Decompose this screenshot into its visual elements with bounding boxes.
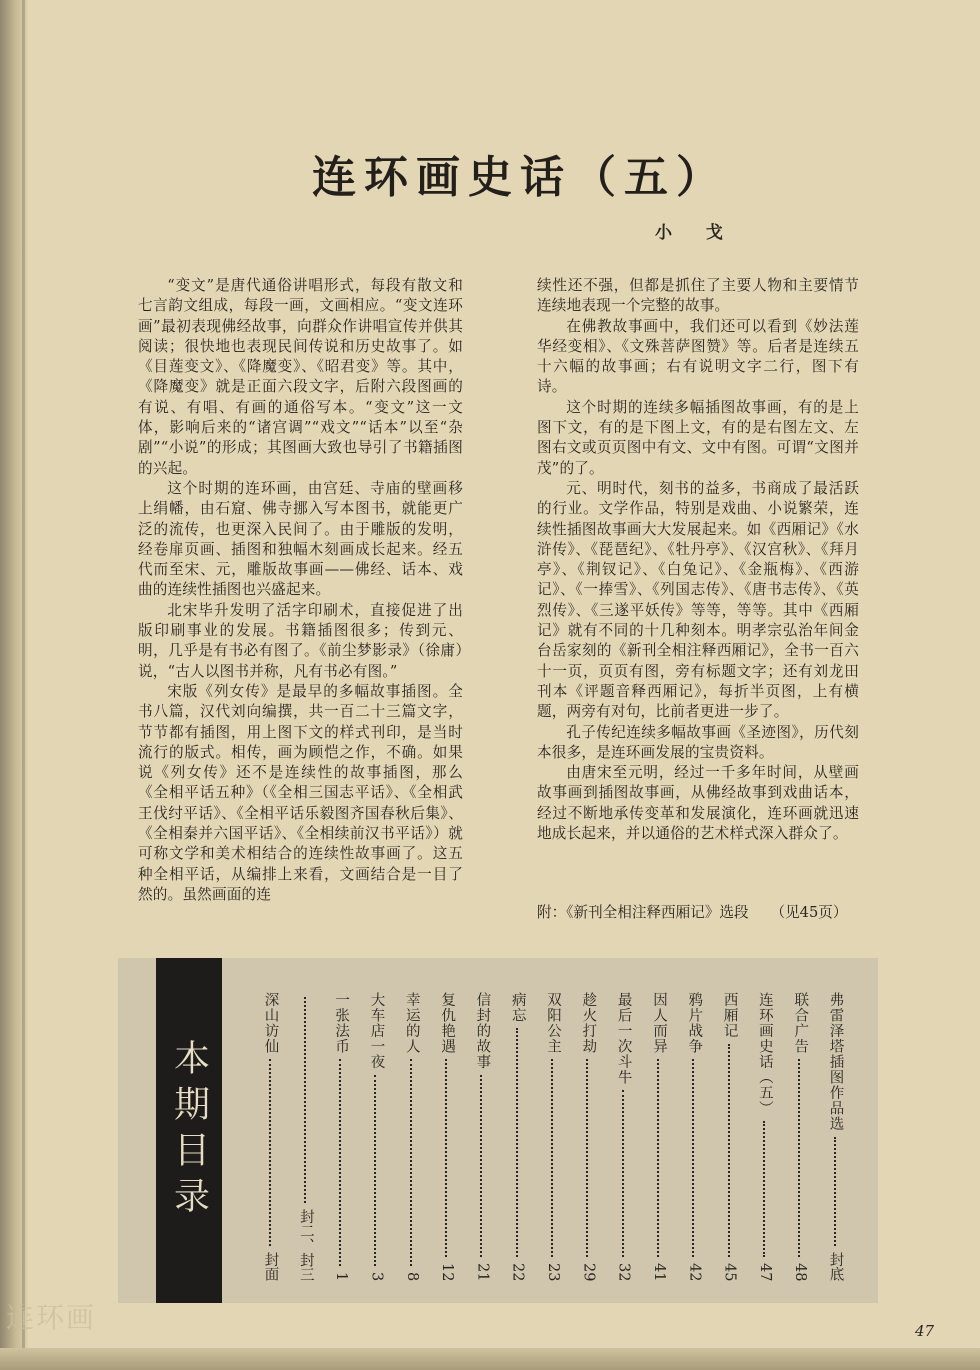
toc-entry[interactable] [470, 992, 495, 1281]
toc-entry-page: 29 [580, 1262, 597, 1281]
toc-dot-leader [692, 1059, 696, 1257]
article-title: 连环画史话（五） [312, 152, 728, 204]
article-author: 小 戈 [655, 223, 737, 243]
toc-dot-leader [834, 1137, 838, 1247]
toc-entry-page: 42 [686, 1262, 703, 1281]
toc-dot-leader [586, 1059, 590, 1257]
toc-entry[interactable] [364, 992, 389, 1281]
spine-shadow [22, 0, 25, 1370]
toc-entry[interactable] [611, 992, 636, 1281]
page-bottom-edge [0, 1348, 980, 1370]
toc-entry[interactable] [717, 992, 742, 1281]
toc-entry[interactable] [788, 992, 813, 1281]
toc-entry[interactable] [541, 992, 566, 1281]
toc-entry[interactable] [258, 992, 283, 1281]
toc-entry-page: 封二、封三 [297, 1208, 314, 1281]
toc-entry-title: 趁火打劫 [580, 992, 597, 1054]
table-of-contents [118, 958, 878, 1303]
paragraph: 宋版《列女传》是最早的多幅故事插图。全书八篇，汉代刘向编撰，共一百二十三篇文字，节节都有插图，用上图下文的样式刊印，是当时流行的版式。相传，画为顾恺之作，不确。如果说《列女传》还不是连续性的故事插图，那么《全相平话五种》（《全相三国志平话》、《全相武王伐纣平话》、《全相平话乐毅图齐国春秋后集》、《全相秦并六国平话》、《全相续前汉书平话》）就可称文学和美术相结合的连续性故事画了。这五种全相平话，从编排上来看，文画结合是一目了然的。虽然画面的连 [138, 682, 463, 903]
toc-entry-title: 病忘 [509, 992, 526, 1023]
toc-entry-page: 32 [615, 1262, 632, 1281]
left-column [138, 276, 463, 905]
toc-entry-title: 连环画史话（五） [756, 992, 773, 1116]
toc-entry-title: 大车店一夜 [368, 992, 385, 1070]
toc-entry-title: 一张法币 [333, 992, 350, 1054]
toc-entry-title: 深山访仙 [262, 992, 279, 1054]
toc-dot-leader [410, 1059, 414, 1266]
toc-entry-page: 45 [721, 1262, 738, 1281]
toc-dot-leader [728, 1044, 732, 1257]
toc-heading: 本期目录 [168, 1038, 210, 1223]
paragraph: 续性还不强，但都是抓住了主要人物和主要情节连续地表现一个完整的故事。 [537, 277, 859, 315]
toc-entry-title: 联合广告 [792, 992, 809, 1054]
toc-dot-leader [551, 1059, 555, 1257]
toc-entry[interactable] [823, 992, 848, 1281]
toc-entry-page: 41 [650, 1262, 667, 1281]
toc-entry-title: 信封的故事 [474, 992, 491, 1070]
right-column [537, 276, 859, 844]
toc-entry[interactable] [329, 992, 354, 1281]
toc-list [258, 992, 848, 1281]
toc-entry-page: 1 [333, 1271, 350, 1281]
toc-dot-leader [304, 997, 308, 1203]
toc-entry-page: 48 [792, 1262, 809, 1281]
toc-entry-page: 12 [439, 1262, 456, 1281]
toc-heading-box [156, 958, 222, 1303]
toc-entry-page: 22 [509, 1262, 526, 1281]
toc-entry-page: 47 [756, 1262, 773, 1281]
toc-entry-title: 幸运的人 [403, 992, 420, 1054]
toc-dot-leader [480, 1075, 484, 1257]
toc-entry[interactable] [293, 992, 318, 1281]
toc-entry-page: 8 [403, 1271, 420, 1281]
toc-entry-title: 复仇艳遇 [439, 992, 456, 1054]
appendix-note: 附：《新刊全相注释西厢记》选段 （见45页） [537, 904, 848, 921]
toc-entry-page: 21 [474, 1262, 491, 1281]
toc-dot-leader [374, 1075, 378, 1266]
toc-dot-leader [622, 1090, 626, 1257]
toc-entry-title: 最后一次斗牛 [615, 992, 632, 1085]
paragraph: “变文”是唐代通俗讲唱形式，每段有散文和七言韵文组成，每段一画，文画相应。“变文连环画”最初表现佛经故事，向群众作讲唱宣传并供其阅读；很快地也表现民间传说和历史故事了。如《目莲变文》、《降魔变》、《昭君变》等。其中，《降魔变》就是正面六段文字，后附六段图画的有说、有唱、有画的通俗写本。“变文”这一文体，影响后来的“诸宫调”“戏文”“话本”以至“杂剧”“小说”的形成；其图画大致也导引了书籍插图的兴起。 [138, 277, 463, 477]
toc-entry-page: 3 [368, 1271, 385, 1281]
page-number: 47 [915, 1322, 935, 1340]
toc-entry-title: 双阳公主 [545, 992, 561, 1054]
toc-entry[interactable] [399, 992, 424, 1281]
toc-entry[interactable] [646, 992, 671, 1281]
toc-entry-page: 封面 [262, 1252, 279, 1281]
paragraph: 孔子传纪连续多幅故事画《圣迹图》，历代刻本很多，是连环画发展的宝贵资料。 [537, 723, 859, 761]
toc-entry[interactable] [505, 992, 530, 1281]
toc-dot-leader [269, 1059, 273, 1246]
paragraph: 由唐宋至元明，经过一千多年时间，从壁画故事画到插图故事画，从佛经故事到戏曲话本，经过不断地承传变革和发展演化，连环画就迅速地成长起来，并以通俗的艺术样式深入群众了。 [537, 764, 859, 843]
paragraph: 在佛教故事画中，我们还可以看到《妙法莲华经变相》、《文殊菩萨图赞》等。后者是连续五十六幅的故事画；右有说明文字二行，图下有诗。 [537, 317, 859, 396]
toc-dot-leader [798, 1059, 802, 1257]
toc-dot-leader [657, 1059, 661, 1257]
paragraph: 这个时期的连环画，由宫廷、寺庙的壁画移上绢幡，由石窟、佛寺挪入写本图书，就能更广泛的流传，也更深入民间了。由于雕版的发明，经卷扉页画、插图和独幅木刻画成长起来。经五代而至宋、元，雕版故事画——佛经、话本、戏曲的连续性插图也兴盛起来。 [138, 479, 463, 599]
toc-dot-leader [339, 1059, 343, 1266]
watermark: 连环画 [6, 1301, 97, 1334]
toc-entry[interactable] [752, 992, 777, 1281]
toc-entry-title: 因人而异 [650, 992, 667, 1054]
toc-dot-leader [516, 1028, 520, 1257]
toc-entry-title: 西厢记 [721, 992, 738, 1039]
paragraph: 北宋毕升发明了活字印刷术，直接促进了出版印刷事业的发展。书籍插图很多；传到元、明，几乎是有书必有图了。《前尘梦影录》（徐庸）说，“古人以图书并称，凡有书必有图。” [138, 601, 463, 680]
toc-entry[interactable] [576, 992, 601, 1281]
toc-dot-leader [763, 1121, 767, 1257]
toc-entry-title: 鸦片战争 [686, 992, 703, 1054]
toc-entry[interactable] [435, 992, 460, 1281]
toc-entry-page: 23 [545, 1262, 561, 1281]
toc-entry[interactable] [682, 992, 707, 1281]
paragraph: 元、明时代，刻书的益多，书商成了最活跃的行业。文学作品，特别是戏曲、小说繁荣，连续性插图故事画大大发展起来。如《西厢记》《水浒传》、《琵琶纪》、《牡丹亭》、《汉宫秋》、《拜月亭》、《荆钗记》、《白兔记》、《金瓶梅》、《西游记》、《一捧雪》、《列国志传》、《唐书志传》、《英烈传》、《三遂平妖传》等等，等等。其中《西厢记》就有不同的十几种刻本。明孝宗弘治年间金台岳家刻的《新刊全相注释西厢记》，全书一百六十一页，页页有图，旁有标题文字；还有刘龙田刊本《评题音释西厢记》，每折半页图，上有横题，两旁有对句，比前者更进一步了。 [537, 479, 859, 721]
paragraph: 这个时期的连续多幅插图故事画，有的是上图下文，有的是下图上文，有的是右图左文、左图右文或页页图中有文、文中有图。可谓“文图并茂”的了。 [537, 398, 859, 477]
toc-dot-leader [445, 1059, 449, 1257]
toc-entry-title: 弗雷泽塔插图作品选 [827, 992, 844, 1132]
toc-entry-page: 封底 [827, 1252, 844, 1281]
